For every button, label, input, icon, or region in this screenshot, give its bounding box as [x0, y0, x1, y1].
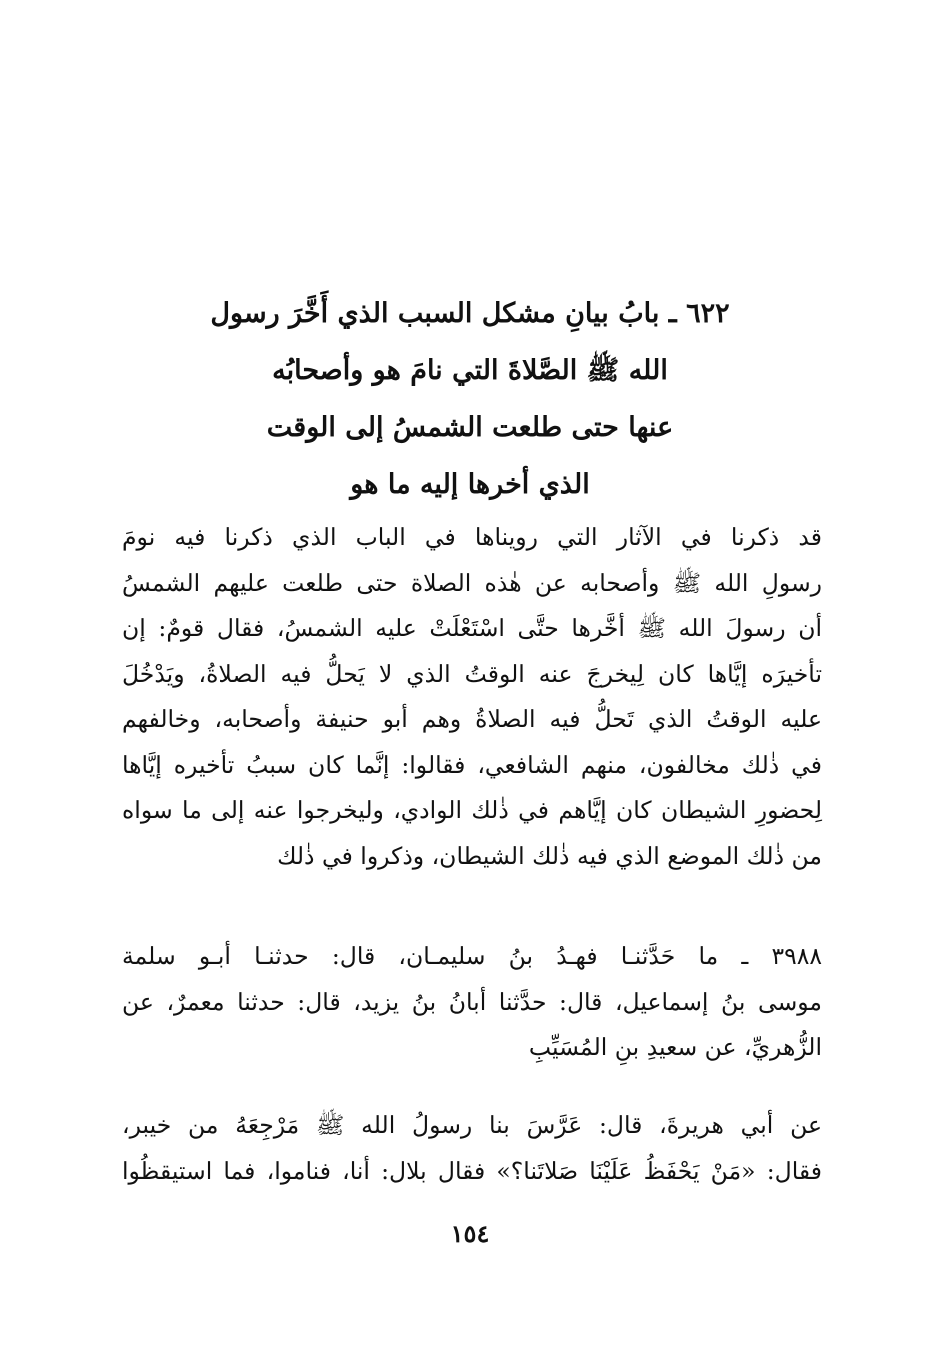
text-line: فقال: «مَنْ يَحْفَظُ عَلَيْنَا صَلاتَنا؟» فقال بلال: أنا، فناموا، فما استيقظُوا	[122, 1156, 822, 1185]
text-line: تأخيرَه إيَّاها كان لِيخرجَ عنه الوقتُ الذي لا يَحلُّ فيه الصلاةُ، ويَدْخُلَ	[122, 659, 822, 688]
text-line: لِحضورِ الشيطان كان إيَّاهم في ذٰلك الوادي، وليخرجوا عنه إلى ما سواه	[122, 796, 822, 824]
text-line: الزُّهريِّ، عن سعيدِ بنِ المُسَيِّبِ	[528, 1033, 822, 1061]
text-line: من ذٰلك الموضع الذي فيه ذٰلك الشيطان، وذكروا في ذٰلك	[277, 841, 822, 870]
intro-paragraph	[122, 515, 822, 879]
text-line: في ذٰلك مخالفون، منهم الشافعي، فقالوا: إنَّما كان سببُ تأخيره إيَّاها	[122, 750, 822, 779]
text-line: أن رسولَ الله ﷺ أخَّرها حتَّى اسْتَعْلَتْ عليه الشمسُ، فقال قومٌ: إن	[122, 614, 822, 642]
page-number: ١٥٤	[450, 1219, 490, 1248]
text-line: رسولِ الله ﷺ وأصحابه عن هٰذه الصلاة حتى طلعت عليهم الشمسُ	[122, 568, 822, 597]
text-line: عليه الوقتُ الذي تَحلُّ فيه الصلاةُ وهم أبو حنيفة وأصحابه، وخالفهم	[122, 705, 822, 733]
text-line: قد ذكرنا في الآثار التي رويناها في الباب الذي ذكرنا فيه نومَ	[122, 523, 822, 551]
chapter-heading-line: عنها حتى طلعت الشمسُ إلى الوقت	[266, 412, 674, 443]
chapter-heading	[150, 285, 790, 513]
text-line: ٣٩٨٨ ـ ما حَدَّثنـا فهـدُ بنُ سليمـان، قال: حدثنـا أبـو سلمة	[122, 942, 822, 970]
hadith-matn	[122, 1103, 822, 1194]
hadith-isnad	[122, 934, 822, 1071]
chapter-heading-line: الذي أخرها إليه ما هو	[350, 469, 590, 500]
chapter-heading-line: ٦٢٢ ـ بابُ بيانِ مشكل السبب الذي أَخَّرَ رسول	[210, 298, 730, 329]
text-line: عن أبي هريرةَ، قال: عَرَّسَ بنا رسولُ الله ﷺ مَرْجِعَهُ من خيبر،	[122, 1111, 822, 1139]
chapter-heading-line: الله ﷺ الصَّلاةَ التي نامَ هو وأصحابُه	[272, 355, 668, 386]
text-line: موسى بنُ إسماعيل، قال: حدَّثنا أبانُ بنُ يزيد، قال: حدثنا معمرٌ، عن	[122, 987, 822, 1016]
